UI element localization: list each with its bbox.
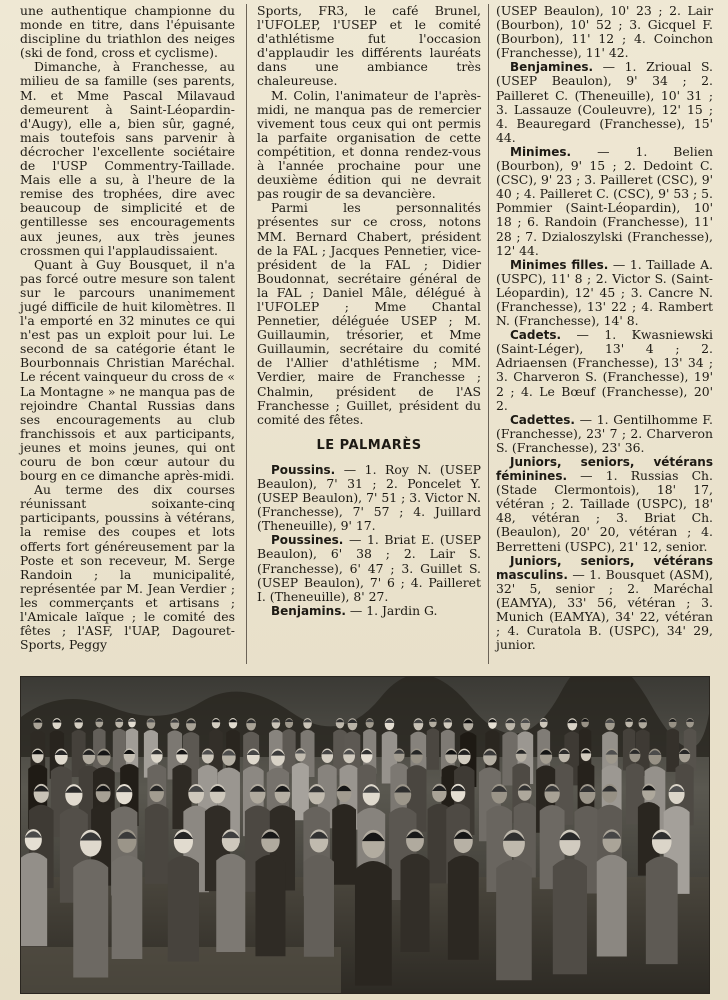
person-body	[304, 855, 334, 957]
paragraph: Sports, FR3, le café Brunel, l'UFOLEP, l'USEP et le comité d'athlétisme fut l'occasion d'applaudir les différents lauréats dans une ambiance très chaleureuse.	[257, 3, 481, 89]
paragraph: Quant à Guy Bousquet, il n'a pas forcé outre mesure son talent sur le parcours unanimement jugé difficile de huit kilomètres. Il l'a emporté en 32 minutes ce qui n'est pas un exploit pour lui. Le second de sa catégorie étant le Bourbonnais Christian Maréchal. Le récent vainqueur du cross de « La Montagne » ne manqua pas de rejoindre Chantal Russias dans ses encouragements au club franchissois et aux participants, jeunes et moins jeunes, qui ont couru de bon cœur autour du bourg en ce dimanche après-midi.	[20, 256, 235, 484]
person-body	[112, 855, 143, 959]
category-label: Juniors, seniors, vétérans féminines.	[496, 455, 713, 484]
result-entry	[257, 463, 481, 533]
paragraph: M. Colin, l'animateur de l'après-midi, ne manqua pas de remercier vivement tous ceux qui ont permis la parfaite organisation de cette compétition, et donna rendez-vous à l'année prochaine pour une deuxième édition qui ne devrait pas rougir de sa devancière.	[257, 87, 481, 202]
person-body	[332, 804, 356, 885]
person-body	[355, 861, 392, 986]
result-entry	[496, 554, 713, 653]
result-text: — 1. Kwasniewski (Saint-Léger), 13' 4 ; 2. Adriaensen (Franchesse), 13' 34 ; 3. Charveron S. (Franchesse), 19' 2 ; 4. Le Bœuf (Franchesse), 20' 2.	[496, 327, 713, 413]
result-text: — 1. Roy N. (USEP Beaulon), 7' 31 ; 2. Poncelet Y. (USEP Beaulon), 7' 51 ; 3. Victor N. (Franchesse), 7' 57 ; 4. Juillard (Theneuille), 9' 17.	[257, 461, 481, 534]
article-column-2	[257, 4, 481, 618]
paragraph: une authentique championne du monde en titre, dans l'épuisante discipline du triathlon des neiges (ski de fond, cross et cyclisme).	[20, 3, 235, 61]
person-body	[216, 854, 245, 952]
paragraph: Dimanche, à Franchesse, au milieu de sa famille (ses parents, M. et Mme Pascal Milavaud demeurent à Saint-Léopardin-d'Augy), elle a, bien sûr, gagné, mais toutefois sans parvenir à décrocher l'excellente sociétaire de l'USP Commentry-Taillade. Mais elle a su, à l'heure de la remise des trophées, dire avec beaucoup de simplicité et de gentillesse ses encouragements aux jeunes, aux très jeunes crossmen qui l'applaudissaient.	[20, 59, 235, 258]
result-entry	[496, 258, 713, 328]
person-body	[496, 860, 532, 980]
crowd-photo	[20, 676, 710, 994]
result-text: — 1. Bousquet (ASM), 32' 5, senior ; 2. Maréchal (EAMYA), 33' 56, vétéran ; 3. Munich (EAMYA), 34' 22, vétéran ; 4. Curatola B. (USPC), 34' 29, junior.	[496, 566, 713, 653]
category-label: Benjamins.	[271, 603, 346, 618]
result-entry	[496, 60, 713, 145]
person-body	[255, 855, 285, 957]
result-text: — 1. Zrioual S. (USEP Beaulon), 9' 34 ; 2. Pailleret C. (Theneuille), 10' 31 ; 3. Lassauze (Couleuvre), 12' 15 ; 4. Beauregard (Franchesse), 15' 44.	[496, 59, 713, 145]
person-body	[168, 856, 199, 962]
result-text: — 1. Russias Ch. (Stade Clermontois), 18' 17, vétéran ; 2. Taillade (USPC), 18' 48, vétéran ; 3. Briat Ch. (Beaulon), 20' 20, vétéran ; 4. Berretteni (USPC), 21' 12, senior.	[496, 468, 713, 554]
paragraph: Au terme des dix courses réunissant soixante-cinq participants, poussins à vétérans, la remise des coupes et lots offerts fort généreusement par la Poste et son receveur, M. Serge Randoin ; la municipalité, représentée par M. Jean Verdier ; les commerçants et artisans ; l'Amicale laïque ; le comité des fêtes ; l'ASF, l'UAP, Dagouret-Sports, Peggy	[20, 482, 235, 653]
category-label: Minimes.	[510, 144, 572, 159]
result-entry	[496, 455, 713, 554]
person-body	[21, 853, 47, 947]
category-label: Cadettes.	[510, 412, 575, 427]
result-continuation: (USEP Beaulon), 10' 23 ; 2. Lair (Bourbon), 10' 52 ; 3. Gicquel F. (Bourbon), 11' 12 ; 4. Coinchon (Franchesse), 11' 42.	[496, 3, 713, 61]
person-body	[646, 856, 678, 964]
category-label: Cadets.	[510, 328, 562, 343]
crowd-photo-illustration	[21, 677, 710, 994]
category-label: Minimes filles.	[510, 257, 609, 272]
result-entry	[496, 413, 713, 455]
person-body	[427, 728, 439, 769]
result-text: — 1. Belien (Bourbon), 9' 15 ; 2. Dedoint C. (CSC), 9' 23 ; 3. Pailleret (CSC), 9' 40 ; 4. Pailleret C. (CSC), 9' 53 ; 5. Pommier (Saint-Léopardin), 10' 18 ; 6. Randoin (Franchesse), 11' 28 ; 7. Dzialoszylski (Franchesse), 12' 44.	[496, 143, 713, 258]
person-body	[73, 859, 108, 977]
person-body	[400, 854, 429, 952]
palmares-heading: LE PALMARÈS	[316, 437, 422, 453]
result-entry	[496, 328, 713, 413]
category-label: Juniors, seniors, vétérans masculins.	[496, 553, 713, 582]
article-column-1	[20, 4, 235, 652]
person-body	[666, 729, 679, 772]
result-entry	[496, 145, 713, 258]
result-text: — 1. Taillade A. (USPC), 11' 8 ; 2. Victor S. (Saint-Léopardin), 12' 45 ; 3. Cancre N. (Franchesse), 13' 22 ; 4. Rambert N. (Franchesse), 14' 8.	[496, 256, 713, 329]
result-text: — 1. Briat E. (USEP Beaulon), 6' 38 ; 2. Lair S. (Franchesse), 6' 47 ; 3. Guillet S. (USEP Beaulon), 7' 6 ; 4. Pailleret I. (Theneuille), 8' 27.	[257, 532, 481, 604]
category-label: Poussines.	[271, 533, 344, 548]
person-body	[448, 855, 479, 959]
result-text: — 1. Gentilhomme F. (Franchesse), 23' 7 ; 2. Charveron S. (Franchesse), 23' 36.	[496, 411, 713, 455]
person-body	[597, 855, 627, 957]
result-text: — 1. Jardin G.	[349, 602, 438, 618]
column-divider	[246, 4, 247, 664]
column-divider	[488, 4, 489, 664]
result-entry	[257, 604, 481, 618]
category-label: Benjamines.	[510, 60, 594, 75]
category-label: Poussins.	[271, 462, 336, 477]
paragraph: Parmi les personnalités présentes sur ce cross, notons MM. Bernard Chabert, président de la FAL ; Jacques Pennetier, vice-président de la FAL ; Didier Boudonnat, secrétaire général de la FAL ; Daniel Mâle, délégué à l'UFOLEP ; Mme Chantal Pennetier, déléguée USEP ; M. Guillaumin, trésorier, et Mme Guillaumin, secrétaire du comité de l'Allier d'athlétisme ; MM. Verdier, maire de Franchesse ; Chalmin, président de l'AS Franchesse ; Guillet, président du comité des fêtes.	[257, 200, 481, 427]
person-body	[145, 804, 169, 884]
article-column-3	[496, 4, 713, 652]
result-entry	[257, 533, 481, 603]
person-body	[553, 859, 587, 975]
